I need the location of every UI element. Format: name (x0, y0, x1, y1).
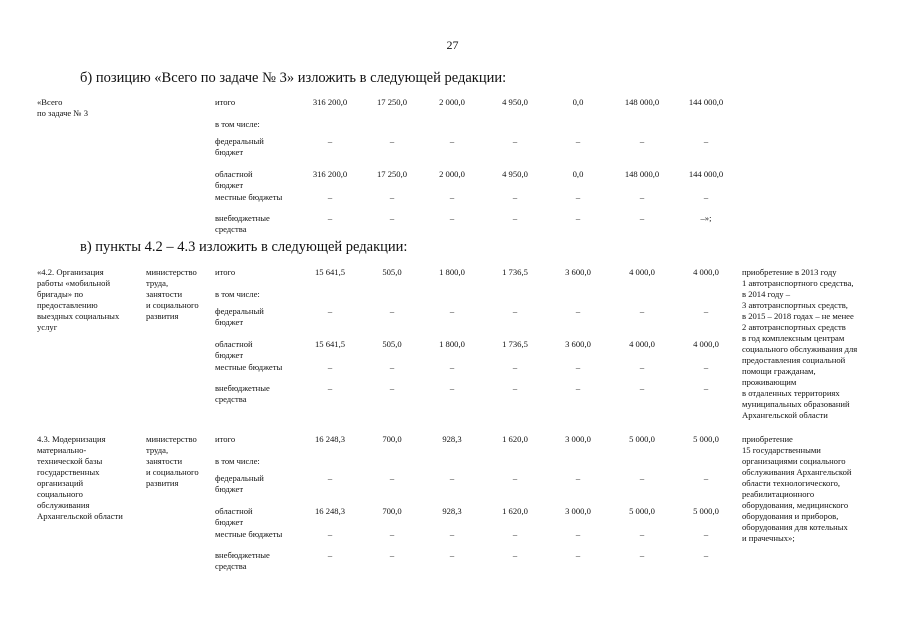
item-2-cell: 1 620,0 (502, 434, 528, 444)
item-result: помощи гражданам, (742, 366, 816, 376)
item-name: «4.2. Организация (37, 267, 104, 277)
section-b-cell: – (575, 136, 581, 146)
item-1-cell: – (327, 306, 333, 316)
item-1-cell: – (575, 306, 581, 316)
item-1-cell: – (512, 306, 518, 316)
item-executor: министерство (146, 434, 197, 444)
section-b-cell: – (389, 192, 395, 202)
item-1-cell: 1 800,0 (439, 267, 465, 277)
item-2-cell: 928,3 (442, 506, 462, 516)
item-1-cell: – (639, 383, 645, 393)
item-1-cell: 4 000,0 (693, 339, 719, 349)
item-2-cell: – (575, 550, 581, 560)
item-2-cell: – (512, 473, 518, 483)
item-2-row-label: в том числе: (215, 456, 260, 466)
item-2-cell: – (389, 550, 395, 560)
item-1-cell: – (389, 383, 395, 393)
item-2-row-label: бюджет (215, 517, 244, 527)
item-result: организациями социального (742, 456, 846, 466)
item-executor: развития (146, 478, 179, 488)
item-2-cell: 16 248,3 (314, 506, 346, 516)
item-1-cell: 4 000,0 (629, 339, 655, 349)
item-name: материально- (37, 445, 87, 455)
item-1-row-label: итого (215, 267, 236, 277)
item-2-cell: 5 000,0 (629, 506, 655, 516)
item-2-row-label: средства (215, 561, 247, 571)
item-name: работы «мобильной (37, 278, 111, 288)
item-1-cell: – (449, 306, 455, 316)
item-1-cell: 3 600,0 (565, 267, 591, 277)
item-2-row-label: внебюджетные (215, 550, 270, 560)
section-b-cell: – (639, 136, 645, 146)
item-1-cell: 4 000,0 (629, 267, 655, 277)
item-1-cell: – (389, 362, 395, 372)
item-1-cell: – (575, 362, 581, 372)
section-b-cell: – (703, 136, 709, 146)
item-1-cell: – (327, 383, 333, 393)
item-executor: и социального (146, 467, 199, 477)
section-b-cell: – (327, 192, 333, 202)
item-1-cell: – (639, 306, 645, 316)
section-b-cell: – (512, 136, 518, 146)
item-2-cell: – (389, 529, 395, 539)
section-b-cell: – (389, 136, 395, 146)
item-1-cell: – (575, 383, 581, 393)
section-b-cell: 4 950,0 (502, 169, 528, 179)
item-name: социального (37, 489, 83, 499)
section-b-cell: – (512, 192, 518, 202)
item-name: 4.3. Модернизация (37, 434, 106, 444)
item-result: в 2014 году – (742, 289, 791, 299)
item-result: области технологического, (742, 478, 841, 488)
item-executor: и социального (146, 300, 199, 310)
item-2-cell: 3 000,0 (565, 434, 591, 444)
item-2-cell: – (703, 473, 709, 483)
item-2-cell: – (703, 550, 709, 560)
item-1-cell: – (512, 383, 518, 393)
item-2-cell: – (327, 473, 333, 483)
section-b-cell: –»; (700, 213, 712, 223)
item-name: технической базы (37, 456, 103, 466)
item-2-row-label: итого (215, 434, 236, 444)
item-1-cell: 3 600,0 (565, 339, 591, 349)
item-2-row-label: федеральный (215, 473, 264, 483)
item-2-cell: 3 000,0 (565, 506, 591, 516)
item-name: бригады» по (37, 289, 84, 299)
item-1-row-label: внебюджетные (215, 383, 270, 393)
item-2-cell: – (575, 473, 581, 483)
section-c-heading: в) пункты 4.2 – 4.3 изложить в следующей редакции: (80, 239, 408, 255)
section-b-cell: 0,0 (572, 97, 584, 107)
item-2-cell: 700,0 (382, 434, 402, 444)
item-1-row-label: областной (215, 339, 253, 349)
section-b-cell: – (449, 136, 455, 146)
section-b-cell: 316 200,0 (312, 97, 348, 107)
section-b-cell: – (449, 192, 455, 202)
item-result: приобретение (742, 434, 793, 444)
section-b-cell: 316 200,0 (312, 169, 348, 179)
section-b-cell: 2 000,0 (439, 169, 465, 179)
section-b-cell: – (639, 213, 645, 223)
item-result: оборудования, медицинского (742, 500, 849, 510)
section-b-row-label: бюджет (215, 147, 244, 157)
section-b-row-label: местные бюджеты (215, 192, 283, 202)
section-b-cell: 4 950,0 (502, 97, 528, 107)
item-name: предоставлению (37, 300, 98, 310)
section-b-cell: – (639, 192, 645, 202)
section-b-cell: – (327, 213, 333, 223)
section-b-row-label: федеральный (215, 136, 264, 146)
item-result: проживающим (742, 377, 797, 387)
section-b-cell: – (512, 213, 518, 223)
item-1-cell: 4 000,0 (693, 267, 719, 277)
item-name: Архангельской области (37, 511, 123, 521)
section-b-row-label: областной (215, 169, 253, 179)
section-b-cell: 17 250,0 (376, 169, 408, 179)
item-2-cell: 700,0 (382, 506, 402, 516)
section-b-cell: – (389, 213, 395, 223)
section-b-cell: 144 000,0 (688, 169, 724, 179)
item-2-cell: 5 000,0 (693, 506, 719, 516)
item-result: и прачечных»; (742, 533, 795, 543)
section-b-row-label: в том числе: (215, 119, 260, 129)
item-1-cell: – (512, 362, 518, 372)
item-2-cell: 928,3 (442, 434, 462, 444)
section-b-cell: 17 250,0 (376, 97, 408, 107)
item-2-cell: 1 620,0 (502, 506, 528, 516)
section-b-row-label: итого (215, 97, 236, 107)
section-b-cell: – (575, 192, 581, 202)
item-2-cell: – (703, 529, 709, 539)
section-b-cell: 148 000,0 (624, 169, 660, 179)
item-result: 1 автотранспортного средства, (742, 278, 854, 288)
item-result: Архангельской области (742, 410, 828, 420)
item-1-cell: – (327, 362, 333, 372)
item-result: оборудования для котельных (742, 522, 848, 532)
item-name: выездных социальных (37, 311, 120, 321)
item-result: оборудования и приборов, (742, 511, 839, 521)
section-b-heading: б) позицию «Всего по задаче № 3» изложить в следующей редакции: (80, 70, 507, 86)
item-1-row-label: средства (215, 394, 247, 404)
item-1-row-label: бюджет (215, 350, 244, 360)
item-name: государственных (37, 467, 100, 477)
item-executor: труда, (146, 278, 169, 288)
item-1-cell: 505,0 (382, 267, 402, 277)
section-b-cell: 148 000,0 (624, 97, 660, 107)
item-2-cell: – (449, 529, 455, 539)
section-b-cell: – (449, 213, 455, 223)
item-1-cell: – (389, 306, 395, 316)
item-1-cell: – (703, 362, 709, 372)
item-result: в год комплексным центрам (742, 333, 845, 343)
item-executor: занятости (146, 456, 183, 466)
item-2-row-label: местные бюджеты (215, 529, 283, 539)
item-2-row-label: областной (215, 506, 253, 516)
item-1-cell: 15 641,5 (314, 339, 346, 349)
page-number: 27 (446, 38, 459, 52)
item-2-cell: – (639, 550, 645, 560)
item-executor: труда, (146, 445, 169, 455)
item-2-cell: – (575, 529, 581, 539)
item-2-cell: – (512, 550, 518, 560)
section-b-row-label: средства (215, 224, 247, 234)
item-executor: развития (146, 311, 179, 321)
section-b-cell: – (703, 192, 709, 202)
item-name: услуг (37, 322, 58, 332)
item-2-cell: – (389, 473, 395, 483)
item-1-cell: 1 736,5 (502, 267, 528, 277)
item-result: социального обслуживания для (742, 344, 858, 354)
item-1-cell: – (449, 362, 455, 372)
item-name: обслуживания (37, 500, 90, 510)
item-2-cell: – (449, 550, 455, 560)
section-b-cell: 2 000,0 (439, 97, 465, 107)
item-executor: министерство (146, 267, 197, 277)
item-result: в отдаленных территориях (742, 388, 840, 398)
item-2-cell: 5 000,0 (629, 434, 655, 444)
item-result: 15 государственными (742, 445, 821, 455)
item-result: реабилитационного (742, 489, 815, 499)
item-2-cell: – (512, 529, 518, 539)
section-b-name: по задаче № 3 (37, 108, 89, 118)
section-b-cell: – (327, 136, 333, 146)
item-name: организаций (37, 478, 84, 488)
item-2-cell: – (449, 473, 455, 483)
item-1-cell: 15 641,5 (314, 267, 346, 277)
item-result: 3 автотранспортных средств, (742, 300, 848, 310)
item-2-cell: – (639, 473, 645, 483)
section-b-cell: 144 000,0 (688, 97, 724, 107)
item-1-row-label: в том числе: (215, 289, 260, 299)
section-b-cell: – (575, 213, 581, 223)
item-result: предоставления социальной (742, 355, 846, 365)
item-1-cell: – (639, 362, 645, 372)
item-result: муниципальных образований (742, 399, 850, 409)
item-result: обслуживания Архангельской (742, 467, 852, 477)
item-result: 2 автотранспортных средств (742, 322, 846, 332)
item-1-cell: 1 800,0 (439, 339, 465, 349)
item-1-cell: – (449, 383, 455, 393)
section-b-name: «Всего (37, 97, 63, 107)
item-1-cell: – (703, 306, 709, 316)
item-1-cell: – (703, 383, 709, 393)
item-2-cell: 5 000,0 (693, 434, 719, 444)
item-result: в 2015 – 2018 годах – не менее (742, 311, 854, 321)
item-1-row-label: бюджет (215, 317, 244, 327)
item-1-cell: 1 736,5 (502, 339, 528, 349)
item-1-row-label: федеральный (215, 306, 264, 316)
item-1-cell: 505,0 (382, 339, 402, 349)
section-b-row-label: бюджет (215, 180, 244, 190)
item-executor: занятости (146, 289, 183, 299)
item-2-cell: 16 248,3 (314, 434, 346, 444)
section-b-cell: 0,0 (572, 169, 584, 179)
item-2-cell: – (639, 529, 645, 539)
section-b-row-label: внебюджетные (215, 213, 270, 223)
item-result: приобретение в 2013 году (742, 267, 837, 277)
item-2-row-label: бюджет (215, 484, 244, 494)
item-1-row-label: местные бюджеты (215, 362, 283, 372)
item-2-cell: – (327, 529, 333, 539)
item-2-cell: – (327, 550, 333, 560)
